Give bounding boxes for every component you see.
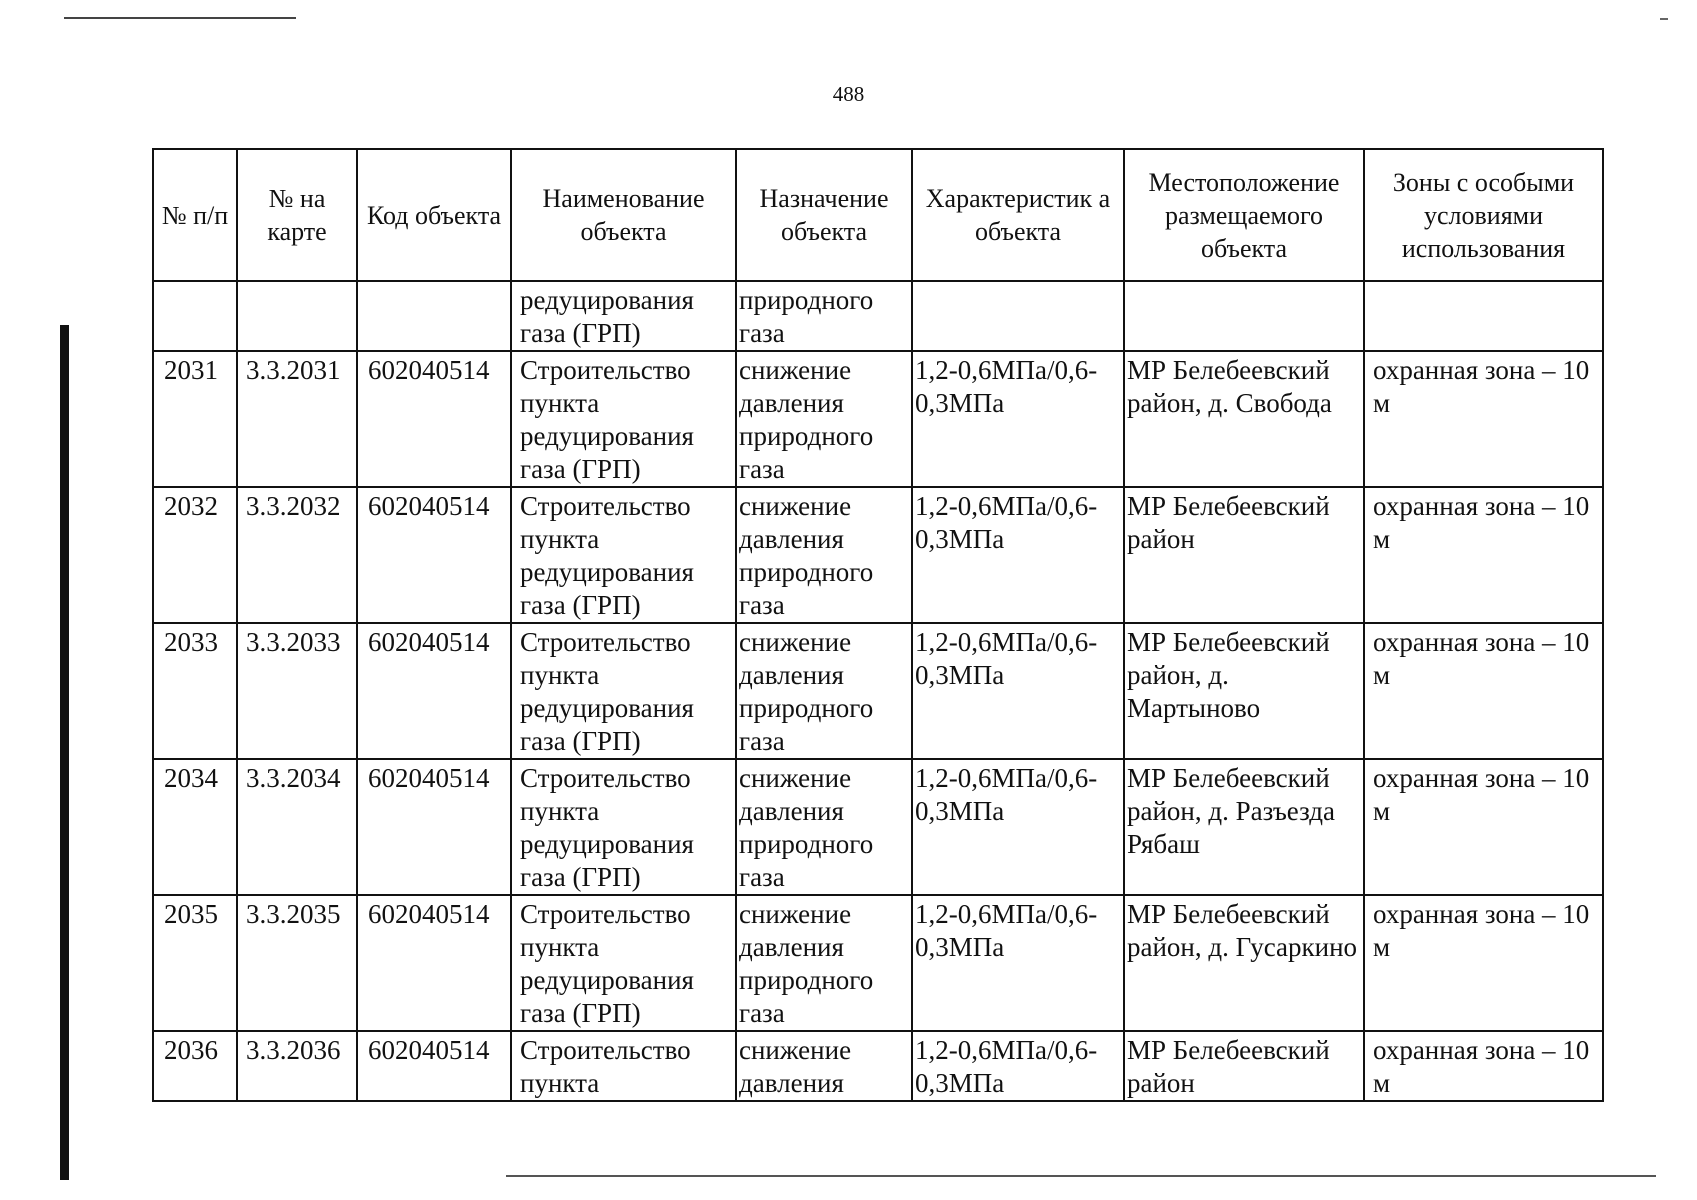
cell-object-location: МР Белебеевский район, д. Свобода [1124,351,1364,487]
cell-number: 2033 [153,623,237,759]
cell-map-number [237,281,357,351]
cell-map-number: 3.3.2031 [237,351,357,487]
cell-object-purpose: снижение давления [736,1031,912,1101]
cell-object-location: МР Белебеевский район, д. Мартыново [1124,623,1364,759]
cell-number: 2034 [153,759,237,895]
header-number: № п/п [153,149,237,281]
table-row [153,487,1603,623]
cell-object-location [1124,281,1364,351]
scan-artifact-bottom-line [506,1175,1656,1177]
cell-map-number: 3.3.2032 [237,487,357,623]
scan-artifact-top-line [64,17,296,19]
table-row [153,759,1603,895]
cell-object-name: Строительство пункта редуцирования газа (ГРП) [511,351,736,487]
header-object-code: Код объекта [357,149,511,281]
cell-special-zone: охранная зона – 10 м [1364,759,1603,895]
cell-special-zone: охранная зона – 10 м [1364,895,1603,1031]
header-object-characteristics: Характеристик а объекта [912,149,1124,281]
cell-object-purpose: снижение давления природного газа [736,623,912,759]
cell-object-location: МР Белебеевский район [1124,1031,1364,1101]
cell-number [153,281,237,351]
cell-special-zone [1364,281,1603,351]
table-row [153,623,1603,759]
cell-object-characteristics: 1,2-0,6МПа/0,6-0,3МПа [912,1031,1124,1101]
cell-map-number: 3.3.2033 [237,623,357,759]
cell-number: 2031 [153,351,237,487]
table-row [153,351,1603,487]
cell-map-number: 3.3.2034 [237,759,357,895]
header-object-location: Местоположение размещаемого объекта [1124,149,1364,281]
cell-special-zone: охранная зона – 10 м [1364,487,1603,623]
scan-artifact-left-edge [60,325,69,1180]
header-object-name: Наименование объекта [511,149,736,281]
cell-object-name: Строительство пункта редуцирования газа (ГРП) [511,895,736,1031]
cell-object-code: 602040514 [357,351,511,487]
cell-object-name: Строительство пункта редуцирования газа (ГРП) [511,759,736,895]
cell-object-purpose: снижение давления природного газа [736,351,912,487]
cell-object-characteristics: 1,2-0,6МПа/0,6-0,3МПа [912,487,1124,623]
cell-object-code: 602040514 [357,487,511,623]
cell-object-code: 602040514 [357,1031,511,1101]
cell-object-name: Строительство пункта [511,1031,736,1101]
objects-table [152,148,1604,1102]
cell-object-characteristics: 1,2-0,6МПа/0,6-0,3МПа [912,895,1124,1031]
table-row [153,895,1603,1031]
cell-object-name: Строительство пункта редуцирования газа (ГРП) [511,623,736,759]
header-special-zones: Зоны с особыми условиями использования [1364,149,1603,281]
cell-object-code: 602040514 [357,759,511,895]
cell-number: 2036 [153,1031,237,1101]
cell-object-name: редуцирования газа (ГРП) [511,281,736,351]
table-row-continuation [153,281,1603,351]
table-row [153,1031,1603,1101]
cell-object-location: МР Белебеевский район, д. Гусаркино [1124,895,1364,1031]
cell-map-number: 3.3.2035 [237,895,357,1031]
cell-object-location: МР Белебеевский район, д. Разъезда Рябаш [1124,759,1364,895]
header-object-purpose: Назначение объекта [736,149,912,281]
cell-object-characteristics [912,281,1124,351]
cell-object-purpose: природного газа [736,281,912,351]
cell-special-zone: охранная зона – 10 м [1364,351,1603,487]
cell-object-name: Строительство пункта редуцирования газа (ГРП) [511,487,736,623]
cell-object-code: 602040514 [357,623,511,759]
cell-object-code [357,281,511,351]
scan-artifact-right-tick [1660,18,1668,20]
cell-object-characteristics: 1,2-0,6МПа/0,6-0,3МПа [912,351,1124,487]
cell-object-code: 602040514 [357,895,511,1031]
cell-special-zone: охранная зона – 10 м [1364,623,1603,759]
cell-object-characteristics: 1,2-0,6МПа/0,6-0,3МПа [912,623,1124,759]
cell-object-characteristics: 1,2-0,6МПа/0,6-0,3МПа [912,759,1124,895]
header-map-number: № на карте [237,149,357,281]
cell-special-zone: охранная зона – 10 м [1364,1031,1603,1101]
page-number: 488 [832,82,865,106]
cell-object-purpose: снижение давления природного газа [736,759,912,895]
cell-object-purpose: снижение давления природного газа [736,895,912,1031]
table-header-row [153,149,1603,281]
cell-map-number: 3.3.2036 [237,1031,357,1101]
cell-object-location: МР Белебеевский район [1124,487,1364,623]
cell-number: 2032 [153,487,237,623]
cell-object-purpose: снижение давления природного газа [736,487,912,623]
cell-number: 2035 [153,895,237,1031]
